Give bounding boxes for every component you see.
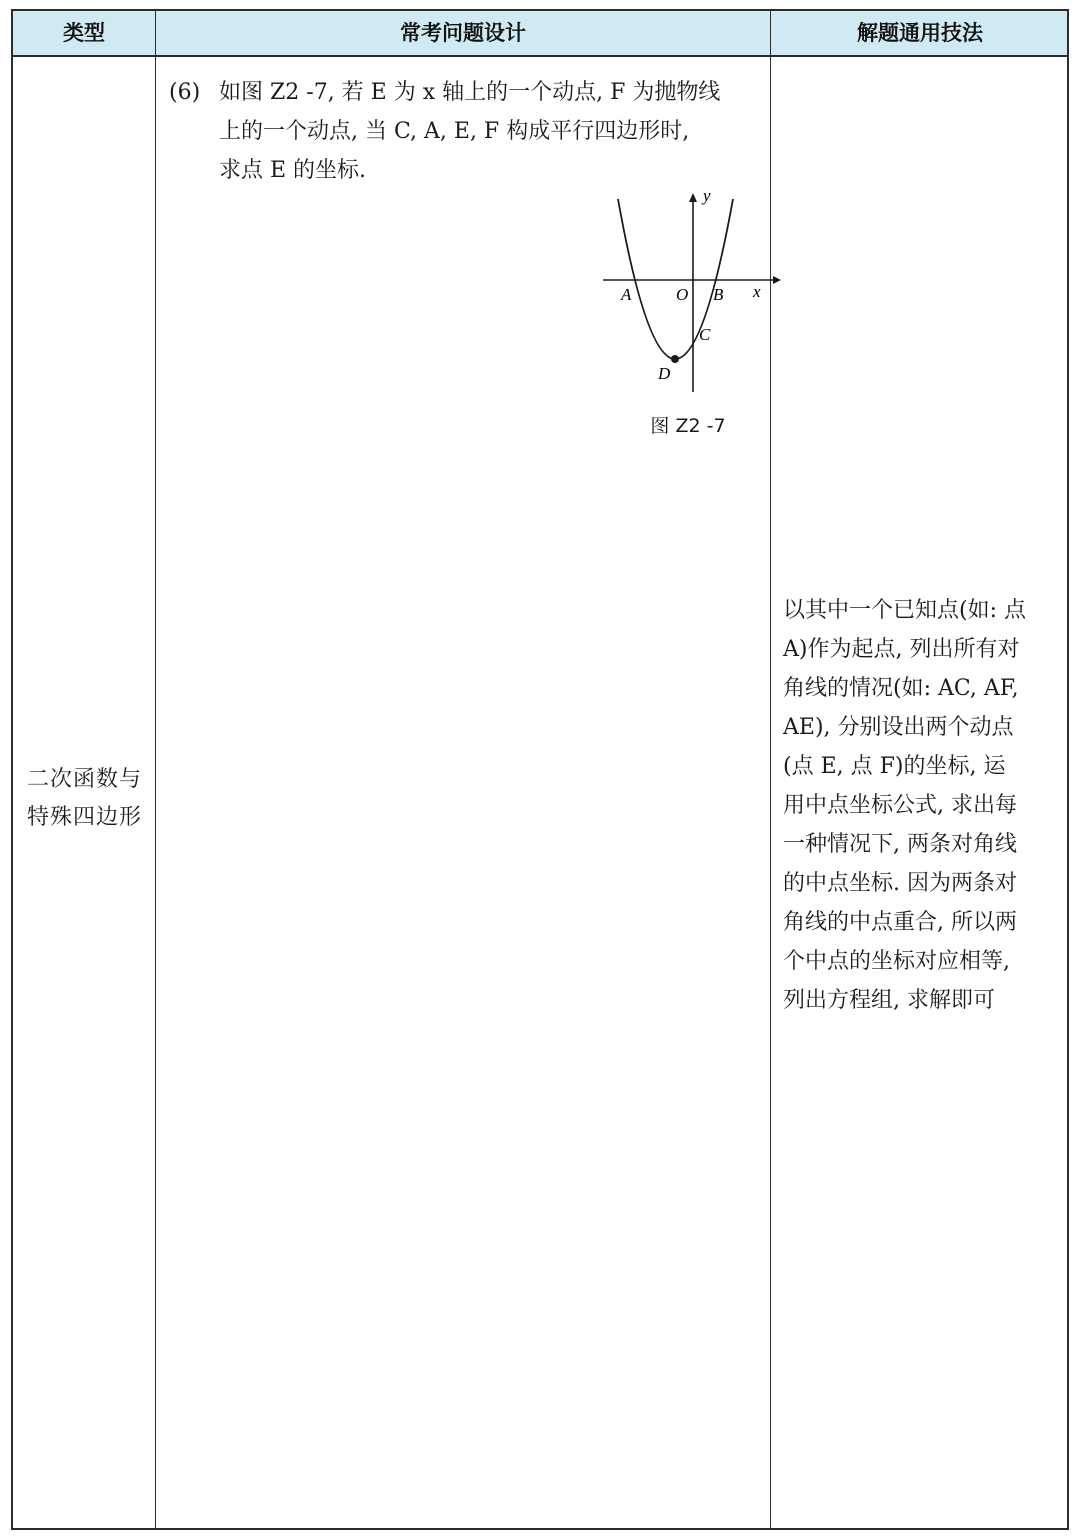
question-text bbox=[219, 73, 767, 190]
technique-line: 一种情况下, 两条对角线 bbox=[783, 832, 1017, 857]
technique-line: AE), 分别设出两个动点 bbox=[783, 715, 1014, 740]
technique-line: 列出方程组, 求解即可 bbox=[783, 988, 995, 1013]
type-cell bbox=[17, 761, 152, 837]
question-line: 求点 E 的坐标. bbox=[219, 158, 367, 183]
table-header bbox=[13, 11, 1067, 57]
label-x: x bbox=[753, 282, 761, 301]
type-line-1: 二次函数与 bbox=[26, 767, 142, 792]
header-technique: 解题通用技法 bbox=[857, 21, 983, 45]
parabola-curve bbox=[618, 199, 733, 359]
label-a: A bbox=[621, 285, 632, 304]
technique-line: 以其中一个已知点(如: 点 bbox=[783, 598, 1026, 623]
technique-line: 用中点坐标公式, 求出每 bbox=[783, 793, 1017, 818]
label-b: B bbox=[713, 285, 724, 304]
x-axis-arrow bbox=[773, 276, 781, 284]
column-divider bbox=[155, 11, 156, 1528]
label-y: y bbox=[703, 187, 711, 205]
vertex-point bbox=[671, 355, 679, 363]
technique-line: 个中点的坐标对应相等, bbox=[783, 949, 1010, 974]
parabola-figure bbox=[603, 187, 793, 405]
figure-caption: 图 Z2 -7 bbox=[650, 415, 726, 437]
y-axis-arrow bbox=[689, 193, 697, 202]
type-line-2: 特殊四边形 bbox=[26, 805, 142, 830]
header-question-design: 常考问题设计 bbox=[400, 21, 526, 45]
question-line: 上的一个动点, 当 C, A, E, F 构成平行四边形时, bbox=[219, 119, 690, 144]
label-c: C bbox=[699, 325, 711, 344]
label-d: D bbox=[658, 364, 671, 383]
technique-line: A)作为起点, 列出所有对 bbox=[783, 637, 1020, 662]
technique-line: 角线的中点重合, 所以两 bbox=[783, 910, 1017, 935]
technique-text bbox=[783, 591, 1071, 1020]
content-table bbox=[11, 9, 1069, 1530]
label-o: O bbox=[676, 285, 689, 304]
header-type: 类型 bbox=[63, 21, 105, 45]
technique-line: 角线的情况(如: AC, AF, bbox=[783, 676, 1019, 701]
technique-line: (点 E, 点 F)的坐标, 运 bbox=[783, 754, 1006, 779]
technique-line: 的中点坐标. 因为两条对 bbox=[783, 871, 1017, 896]
question-line: 如图 Z2 -7, 若 E 为 x 轴上的一个动点, F 为抛物线 bbox=[219, 80, 721, 105]
question-number: (6) bbox=[169, 80, 201, 105]
